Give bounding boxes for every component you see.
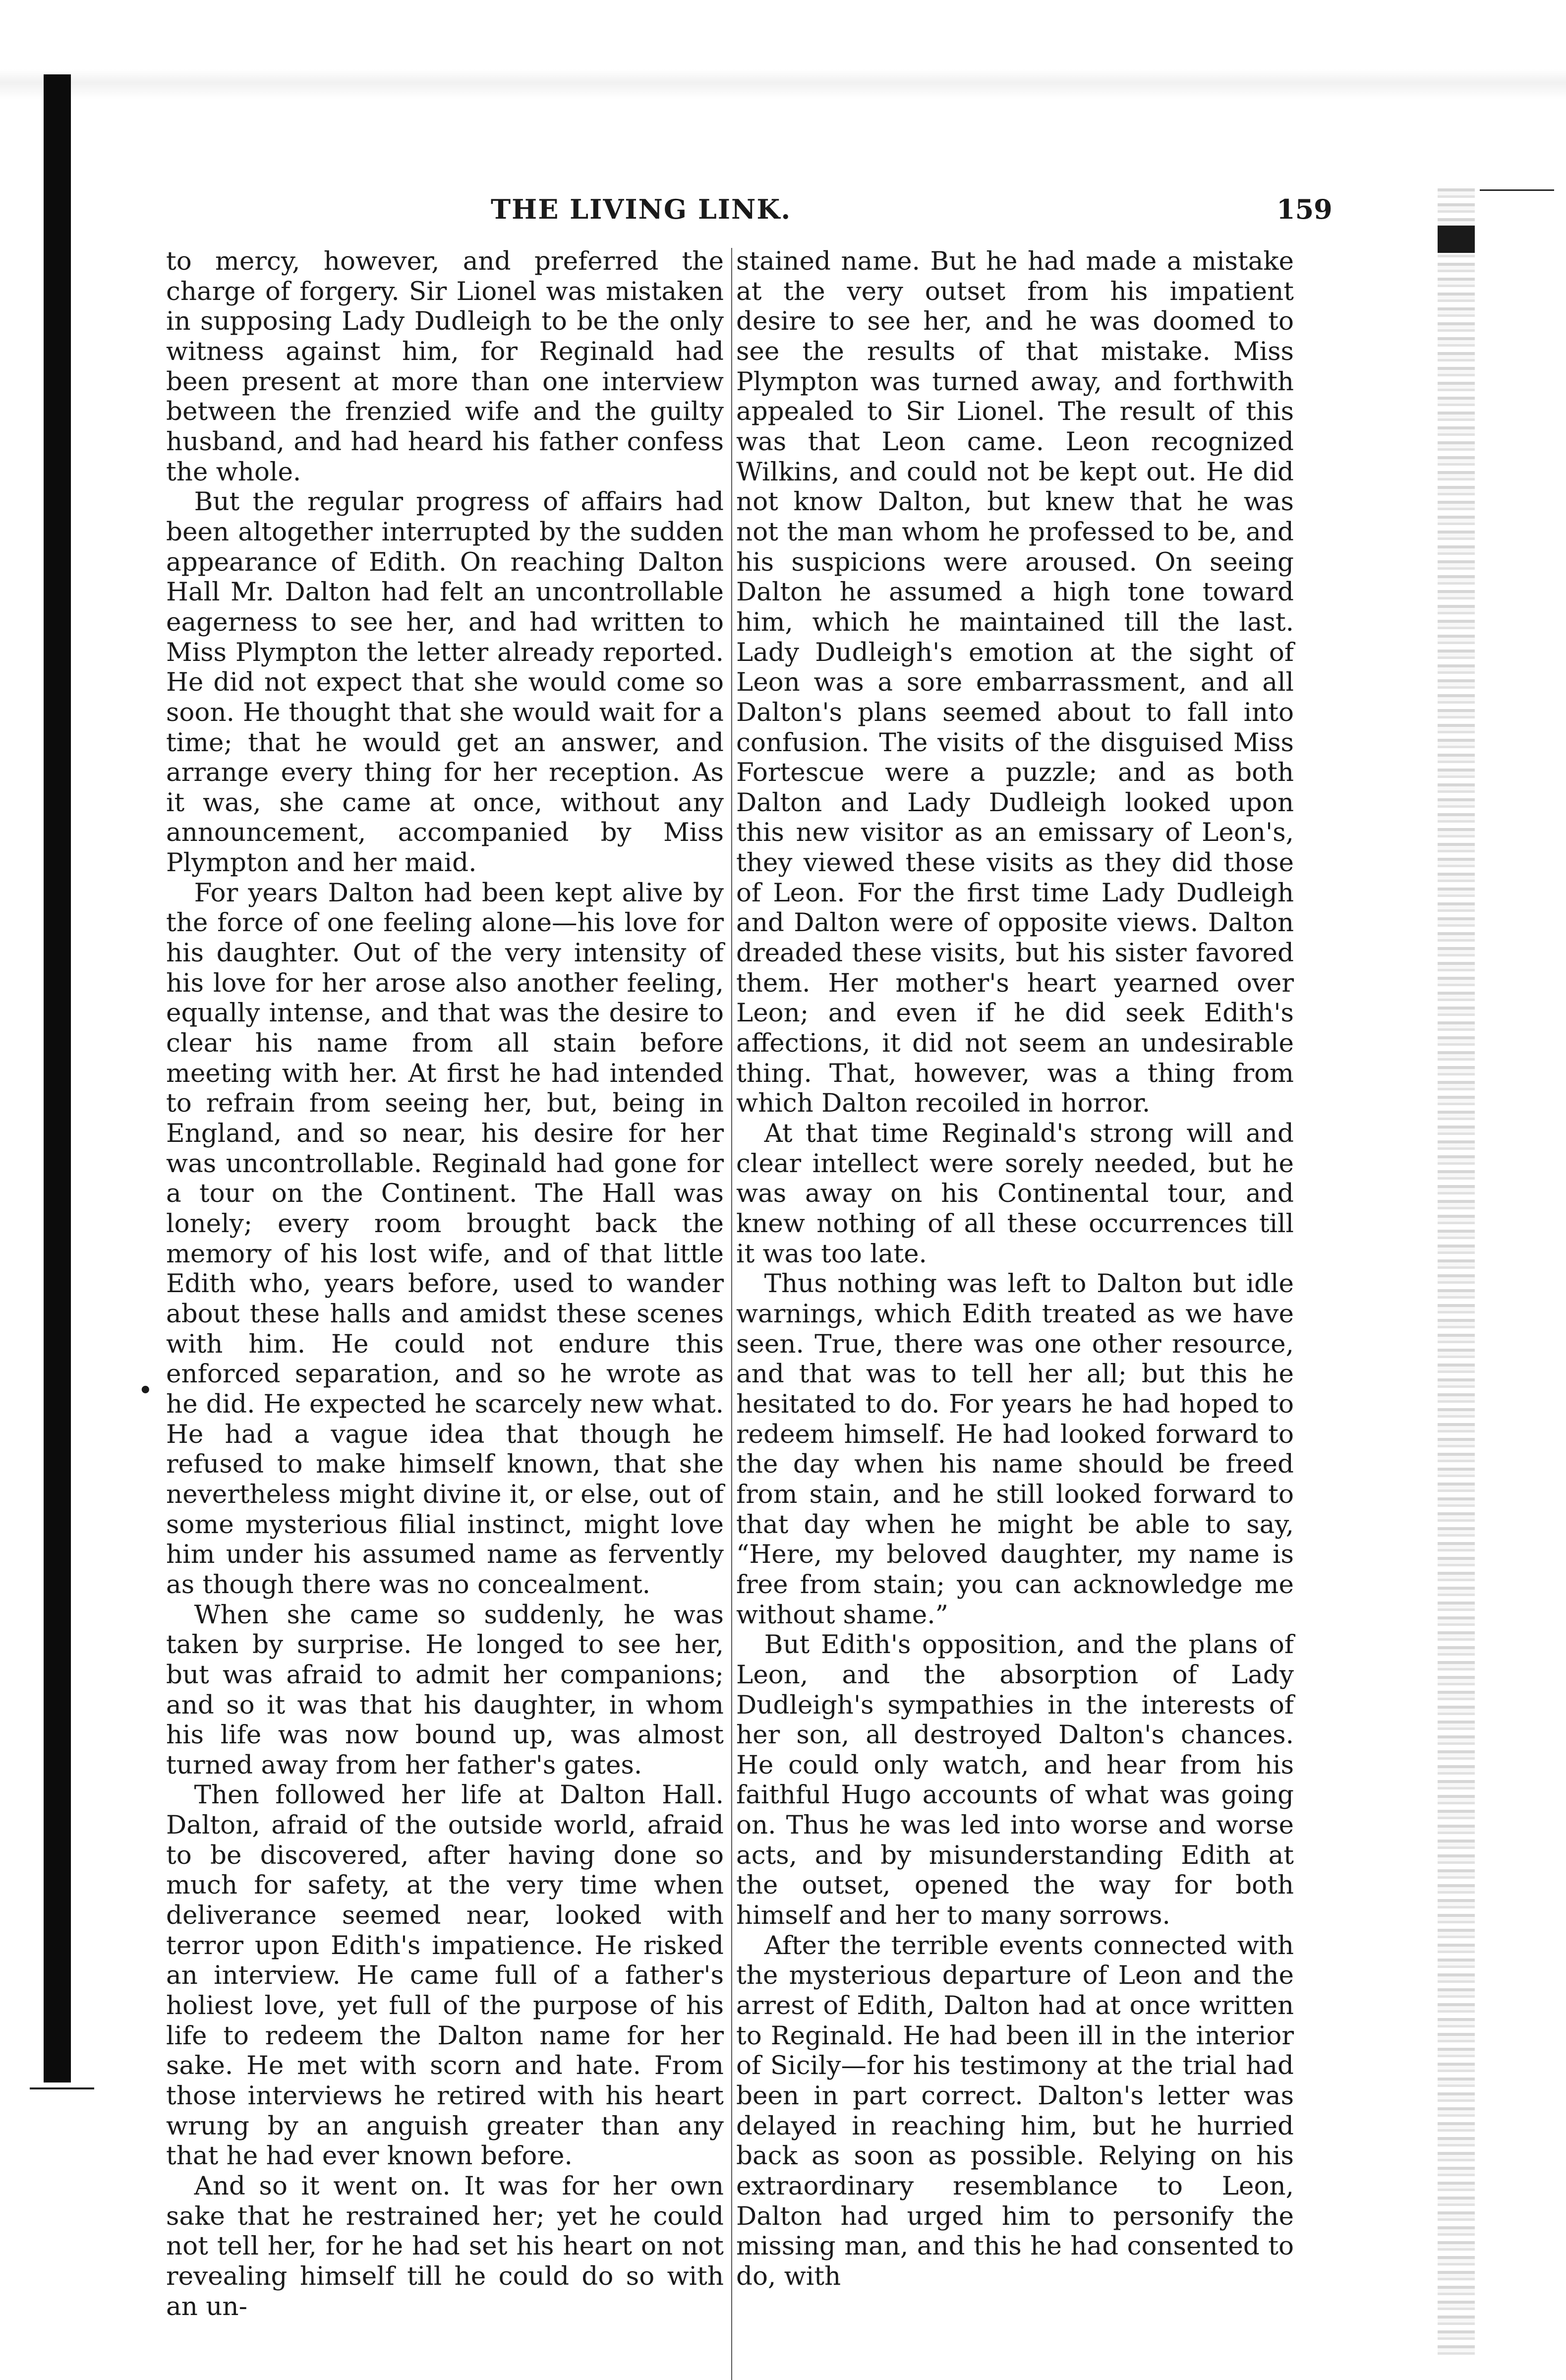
paragraph: stained name. But he had made a mistake at the very outset from his impatient desire to see her, and he was doomed to see the results of that mistake. Miss Plympton was turned away, and forthwith appealed to Sir Lionel. The result of this was that Leon came. Leon recognized Wilkins, and could not be kept out. He did not know Dalton, but knew that he was not the man whom he professed to be, and his suspicions were aroused. On seeing Dalton he assumed a high tone toward him, which he maintained till the last. Lady Dudleigh's emotion at the sight of Leon was a sore embarrassment, and all Dalton's plans seemed about to fall into confusion. The visits of the disguised Miss Fortescue were a puzzle; and as both Dalton and Lady Dudleigh looked upon this new visitor as an emissary of Leon's, they viewed these visits as they did those of Leon. For the first time Lady Dudleigh and Dalton were of opposite views. Dalton dreaded these visits, but his sister favored them. Her mother's heart yearned over Leon; and even if he did seek Edith's affections, it did not seem an undesirable thing. That, however, was a thing from which Dalton recoiled in horror. (736, 246, 1294, 1119)
page-binding-shadow (44, 74, 71, 2082)
paragraph: At that time Reginald's strong will and clear intellect were sorely needed, but he was away on his Continental tour, and knew nothing of all these occurrences till it was too late. (736, 1119, 1294, 1269)
paragraph: Thus nothing was left to Dalton but idle warnings, which Edith treated as we have seen. True, there was one other resource, and that was to tell her all; but this he hesitated to do. For years he had hoped to redeem himself. He had looked forward to the day when his name should be freed from stain, and he still looked forward to that day when he might be able to say, “Here, my beloved daughter, my name is free from stain; you can acknowledge me without shame.” (736, 1269, 1294, 1630)
margin-rule-left (30, 2087, 94, 2089)
column-divider (731, 248, 732, 2380)
running-title: THE LIVING LINK. (491, 193, 792, 225)
marginal-bullet: • (138, 1376, 153, 1406)
paragraph: When she came so suddenly, he was taken by surprise. He longed to see her, but was afraid to admit her companions; and so it was that his daughter, in whom his life was now bound up, was almost turned away from her father's gates. (166, 1600, 724, 1780)
left-column (166, 246, 724, 2321)
paragraph: After the terrible events connected with the mysterious departure of Leon and the arrest of Edith, Dalton had at once written to Reginald. He had been ill in the interior of Sicily—for his testimony at the trial had been in part correct. Dalton's letter was delayed in reaching him, but he hurried back as soon as possible. Relying on his extraordinary resemblance to Leon, Dalton had urged him to personify the missing man, and this he had consented to do, with (736, 1930, 1294, 2291)
scan-top-edge (0, 69, 1566, 99)
margin-rule-right (1480, 189, 1554, 191)
page-number: 159 (1276, 193, 1333, 225)
paragraph: And so it went on. It was for her own sake that he restrained her; yet he could not tell her, for he had set his heart on not revealing himself till he could do so with an un- (166, 2171, 724, 2321)
paragraph: For years Dalton had been kept alive by the force of one feeling alone—his love for his daughter. Out of the very intensity of his love for her arose also another feeling, equally intense, and that was the desire to clear his name from all stain before meeting with her. At first he had intended to refrain from seeing her, but, being in England, and so near, his desire for her was uncontrollable. Reginald had gone for a tour on the Continent. The Hall was lonely; every room brought back the memory of his lost wife, and of that little Edith who, years before, used to wander about these halls and amidst these scenes with him. He could not endure this enforced separation, and so he wrote as he did. He expected he scarcely new what. He had a vague idea that though he refused to make himself known, that she nevertheless might divine it, or else, out of some mysterious filial instinct, might love him under his assumed name as fervently as though there was no concealment. (166, 878, 724, 1600)
paragraph: But Edith's opposition, and the plans of Leon, and the absorption of Lady Dudleigh's sympathies in the interests of her son, all destroyed Dalton's chances. He could only watch, and hear from his faithful Hugo accounts of what was going on. Thus he was led into worse and worse acts, and by misunderstanding Edith at the outset, opened the way for both himself and her to many sorrows. (736, 1630, 1294, 1931)
paragraph: Then followed her life at Dalton Hall. Dalton, afraid of the outside world, afraid to be discovered, after having done so much for safety, at the very time when deliverance seemed near, looked with terror upon Edith's impatience. He risked an interview. He came full of a father's holiest love, yet full of the purpose of his life to redeem the Dalton name for her sake. He met with scorn and hate. From those interviews he retired with his heart wrung by an anguish greater than any that he had ever known before. (166, 1780, 724, 2171)
paragraph: But the regular progress of affairs had been altogether interrupted by the sudden appearance of Edith. On reaching Dalton Hall Mr. Dalton had felt an uncontrollable eagerness to see her, and had written to Miss Plympton the letter already reported. He did not expect that she would come so soon. He thought that she would wait for a time; that he would get an answer, and arrange every thing for her reception. As it was, she came at once, without any announcement, accompanied by Miss Plympton and her maid. (166, 487, 724, 878)
adjacent-page-edge (1438, 188, 1475, 2360)
page-tab-mark (1438, 226, 1475, 253)
right-column (736, 246, 1294, 2292)
paragraph: to mercy, however, and preferred the charge of forgery. Sir Lionel was mistaken in supposing Lady Dudleigh to be the only witness against him, for Reginald had been present at more than one interview between the frenzied wife and the guilty husband, and had heard his father confess the whole. (166, 246, 724, 487)
